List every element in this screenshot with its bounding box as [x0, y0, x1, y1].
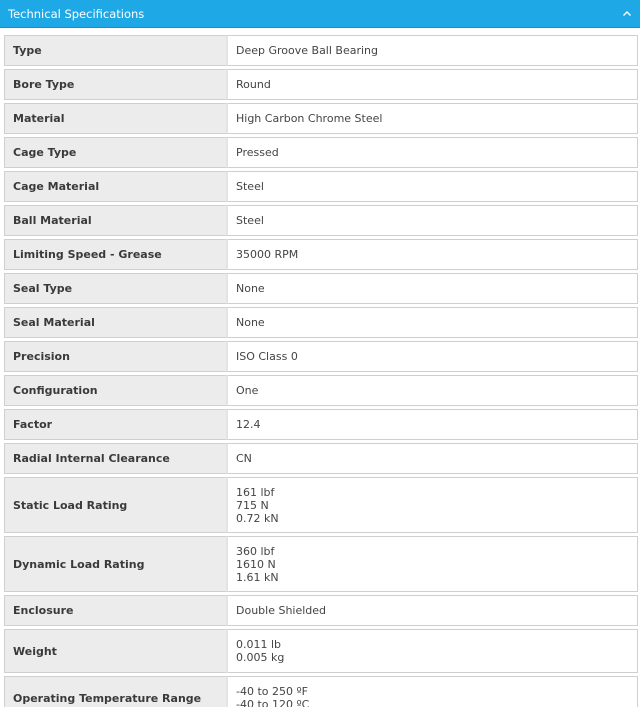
spec-value: Steel [236, 180, 264, 193]
spec-row [4, 409, 638, 440]
spec-label: Precision [4, 341, 226, 372]
spec-row [4, 629, 638, 673]
spec-value: Double Shielded [236, 604, 327, 617]
spec-label: Static Load Rating [4, 477, 226, 533]
spec-label: Configuration [4, 375, 226, 406]
panel-title: Technical Specifications [8, 6, 145, 21]
spec-label: Operating Temperature Range [4, 676, 226, 707]
spec-value: 161 lbf [236, 485, 275, 499]
spec-value: 35000 RPM [236, 248, 299, 261]
spec-label: Seal Type [4, 273, 226, 304]
spec-row [4, 341, 638, 372]
spec-label: Ball Material [4, 205, 226, 236]
spec-label: Bore Type [4, 69, 226, 100]
spec-value-cell [226, 273, 638, 304]
spec-row [4, 205, 638, 236]
spec-label: Cage Material [4, 171, 226, 202]
spec-label: Enclosure [4, 595, 226, 626]
spec-value: 1.61 kN [236, 570, 279, 584]
spec-value: 1610 N [236, 557, 276, 571]
specifications-table [4, 32, 638, 707]
spec-row [4, 171, 638, 202]
spec-value-cell [226, 69, 638, 100]
spec-label: Material [4, 103, 226, 134]
spec-value: CN [236, 452, 252, 465]
spec-value-cell [226, 137, 638, 168]
spec-value: Deep Groove Ball Bearing [236, 44, 379, 57]
spec-value-cell [226, 443, 638, 474]
spec-value-cell [226, 103, 638, 134]
spec-value: 0.011 lb [236, 638, 282, 651]
spec-row [4, 103, 638, 134]
spec-value-cell [226, 375, 638, 406]
spec-value-cell [226, 35, 638, 66]
spec-label: Type [4, 35, 226, 66]
spec-value-cell [226, 171, 638, 202]
spec-row [4, 443, 638, 474]
spec-row [4, 137, 638, 168]
spec-value-cell [226, 536, 638, 592]
spec-value: None [236, 316, 265, 329]
spec-value: Round [236, 78, 271, 91]
spec-value: 0.72 kN [236, 511, 279, 525]
spec-value-cell [226, 409, 638, 440]
specifications-table-body [4, 35, 638, 707]
spec-value-cell [226, 629, 638, 673]
spec-value: Steel [236, 214, 264, 227]
spec-label: Radial Internal Clearance [4, 443, 226, 474]
spec-value: High Carbon Chrome Steel [236, 112, 383, 125]
spec-row [4, 676, 638, 707]
spec-row [4, 477, 638, 533]
spec-label: Limiting Speed - Grease [4, 239, 226, 270]
spec-value: 12.4 [236, 418, 261, 431]
spec-value-cell [226, 307, 638, 338]
spec-value-cell [226, 239, 638, 270]
spec-row [4, 273, 638, 304]
spec-value: -40 to 120 ºC [236, 698, 310, 707]
spec-row [4, 69, 638, 100]
spec-value: 0.005 kg [236, 651, 285, 664]
spec-value: -40 to 250 ºF [236, 685, 309, 698]
spec-value-cell [226, 205, 638, 236]
chevron-up-icon[interactable] [622, 9, 632, 19]
spec-row [4, 307, 638, 338]
spec-label: Cage Type [4, 137, 226, 168]
spec-row [4, 239, 638, 270]
spec-value: 360 lbf [236, 544, 275, 558]
spec-row [4, 536, 638, 592]
spec-label: Seal Material [4, 307, 226, 338]
spec-value: 715 N [236, 498, 269, 512]
spec-label: Weight [4, 629, 226, 673]
spec-value: Pressed [236, 146, 279, 159]
spec-value-cell [226, 477, 638, 533]
spec-value: ISO Class 0 [236, 350, 298, 363]
panel-header[interactable] [0, 0, 640, 28]
spec-value-cell [226, 595, 638, 626]
spec-label: Dynamic Load Rating [4, 536, 226, 592]
spec-value: None [236, 282, 265, 295]
spec-label: Factor [4, 409, 226, 440]
spec-row [4, 35, 638, 66]
spec-value-cell [226, 341, 638, 372]
spec-value: One [236, 384, 259, 397]
spec-row [4, 595, 638, 626]
spec-row [4, 375, 638, 406]
spec-value-cell [226, 676, 638, 707]
